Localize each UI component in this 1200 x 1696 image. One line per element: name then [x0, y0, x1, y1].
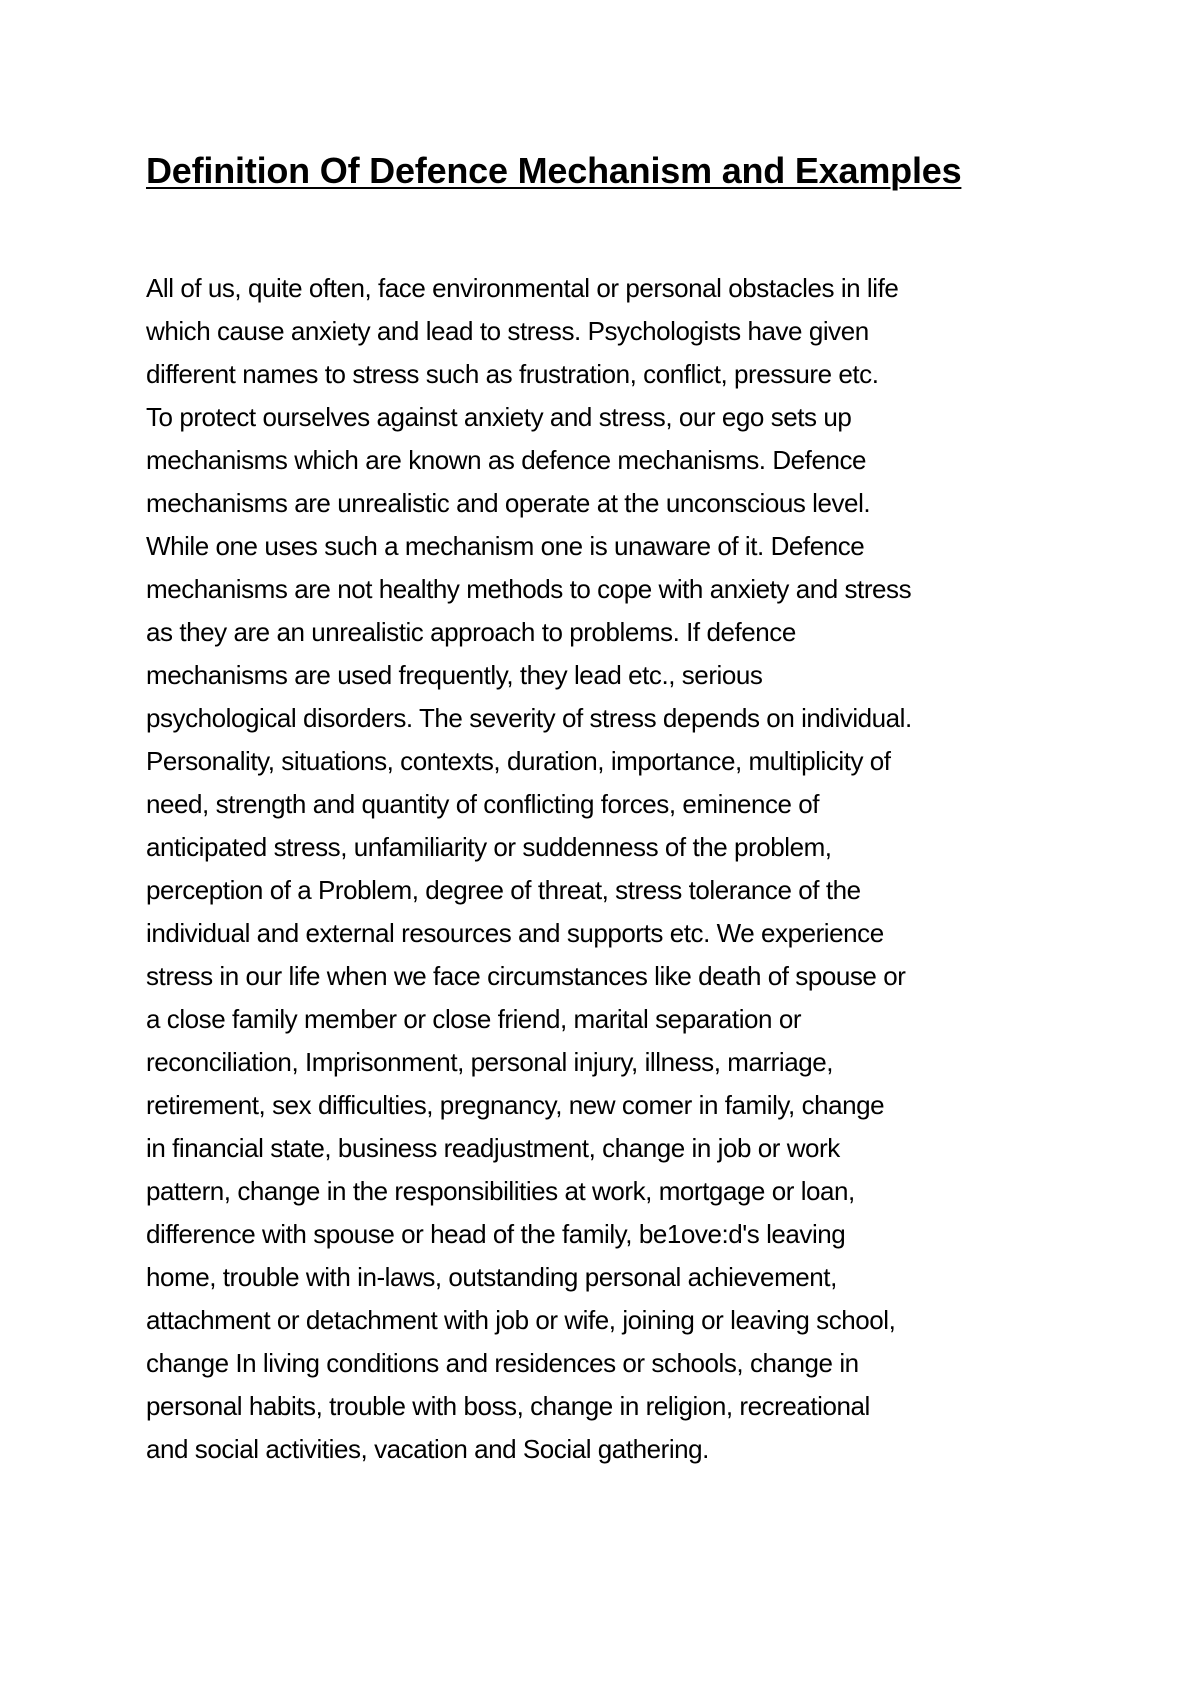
text-line: anticipated stress, unfamiliarity or suddenness of the problem, — [146, 832, 832, 862]
text-line: mechanisms are not healthy methods to cope with anxiety and stress — [146, 574, 912, 604]
body-paragraph — [146, 267, 1086, 1471]
text-line: change In living conditions and residences or schools, change in — [146, 1348, 859, 1378]
text-line: difference with spouse or head of the family, be1ove:d's leaving — [146, 1219, 846, 1249]
text-line: pattern, change in the responsibilities at work, mortgage or loan, — [146, 1176, 855, 1206]
text-line: All of us, quite often, face environmental or personal obstacles in life — [146, 273, 899, 303]
text-line: mechanisms which are known as defence mechanisms. Defence — [146, 445, 867, 475]
text-line: which cause anxiety and lead to stress. Psychologists have given — [146, 316, 869, 346]
text-line: mechanisms are unrealistic and operate at the unconscious level. — [146, 488, 871, 518]
text-line: stress in our life when we face circumstances like death of spouse or — [146, 961, 906, 991]
text-line: perception of a Problem, degree of threat, stress tolerance of the — [146, 875, 861, 905]
text-line: While one uses such a mechanism one is unaware of it. Defence — [146, 531, 865, 561]
text-line: Personality, situations, contexts, duration, importance, multiplicity of — [146, 746, 891, 776]
text-line: personal habits, trouble with boss, change in religion, recreational — [146, 1391, 870, 1421]
text-line: mechanisms are used frequently, they lead etc., serious — [146, 660, 763, 690]
text-line: as they are an unrealistic approach to problems. If defence — [146, 617, 796, 647]
text-line: different names to stress such as frustration, conflict, pressure etc. — [146, 359, 879, 389]
text-line: a close family member or close friend, marital separation or — [146, 1004, 802, 1034]
text-line: To protect ourselves against anxiety and stress, our ego sets up — [146, 402, 852, 432]
text-line: psychological disorders. The severity of stress depends on individual. — [146, 703, 912, 733]
text-line: need, strength and quantity of conflicting forces, eminence of — [146, 789, 820, 819]
text-line: reconciliation, Imprisonment, personal injury, illness, marriage, — [146, 1047, 834, 1077]
document-title: Definition Of Defence Mechanism and Examples — [146, 150, 962, 191]
text-line: attachment or detachment with job or wife, joining or leaving school, — [146, 1305, 896, 1335]
text-line: home, trouble with in-laws, outstanding personal achievement, — [146, 1262, 837, 1292]
text-line: and social activities, vacation and Social gathering. — [146, 1434, 709, 1464]
text-line: in financial state, business readjustment, change in job or work — [146, 1133, 840, 1163]
text-line: retirement, sex difficulties, pregnancy, new comer in family, change — [146, 1090, 885, 1120]
text-line: individual and external resources and supports etc. We experience — [146, 918, 884, 948]
